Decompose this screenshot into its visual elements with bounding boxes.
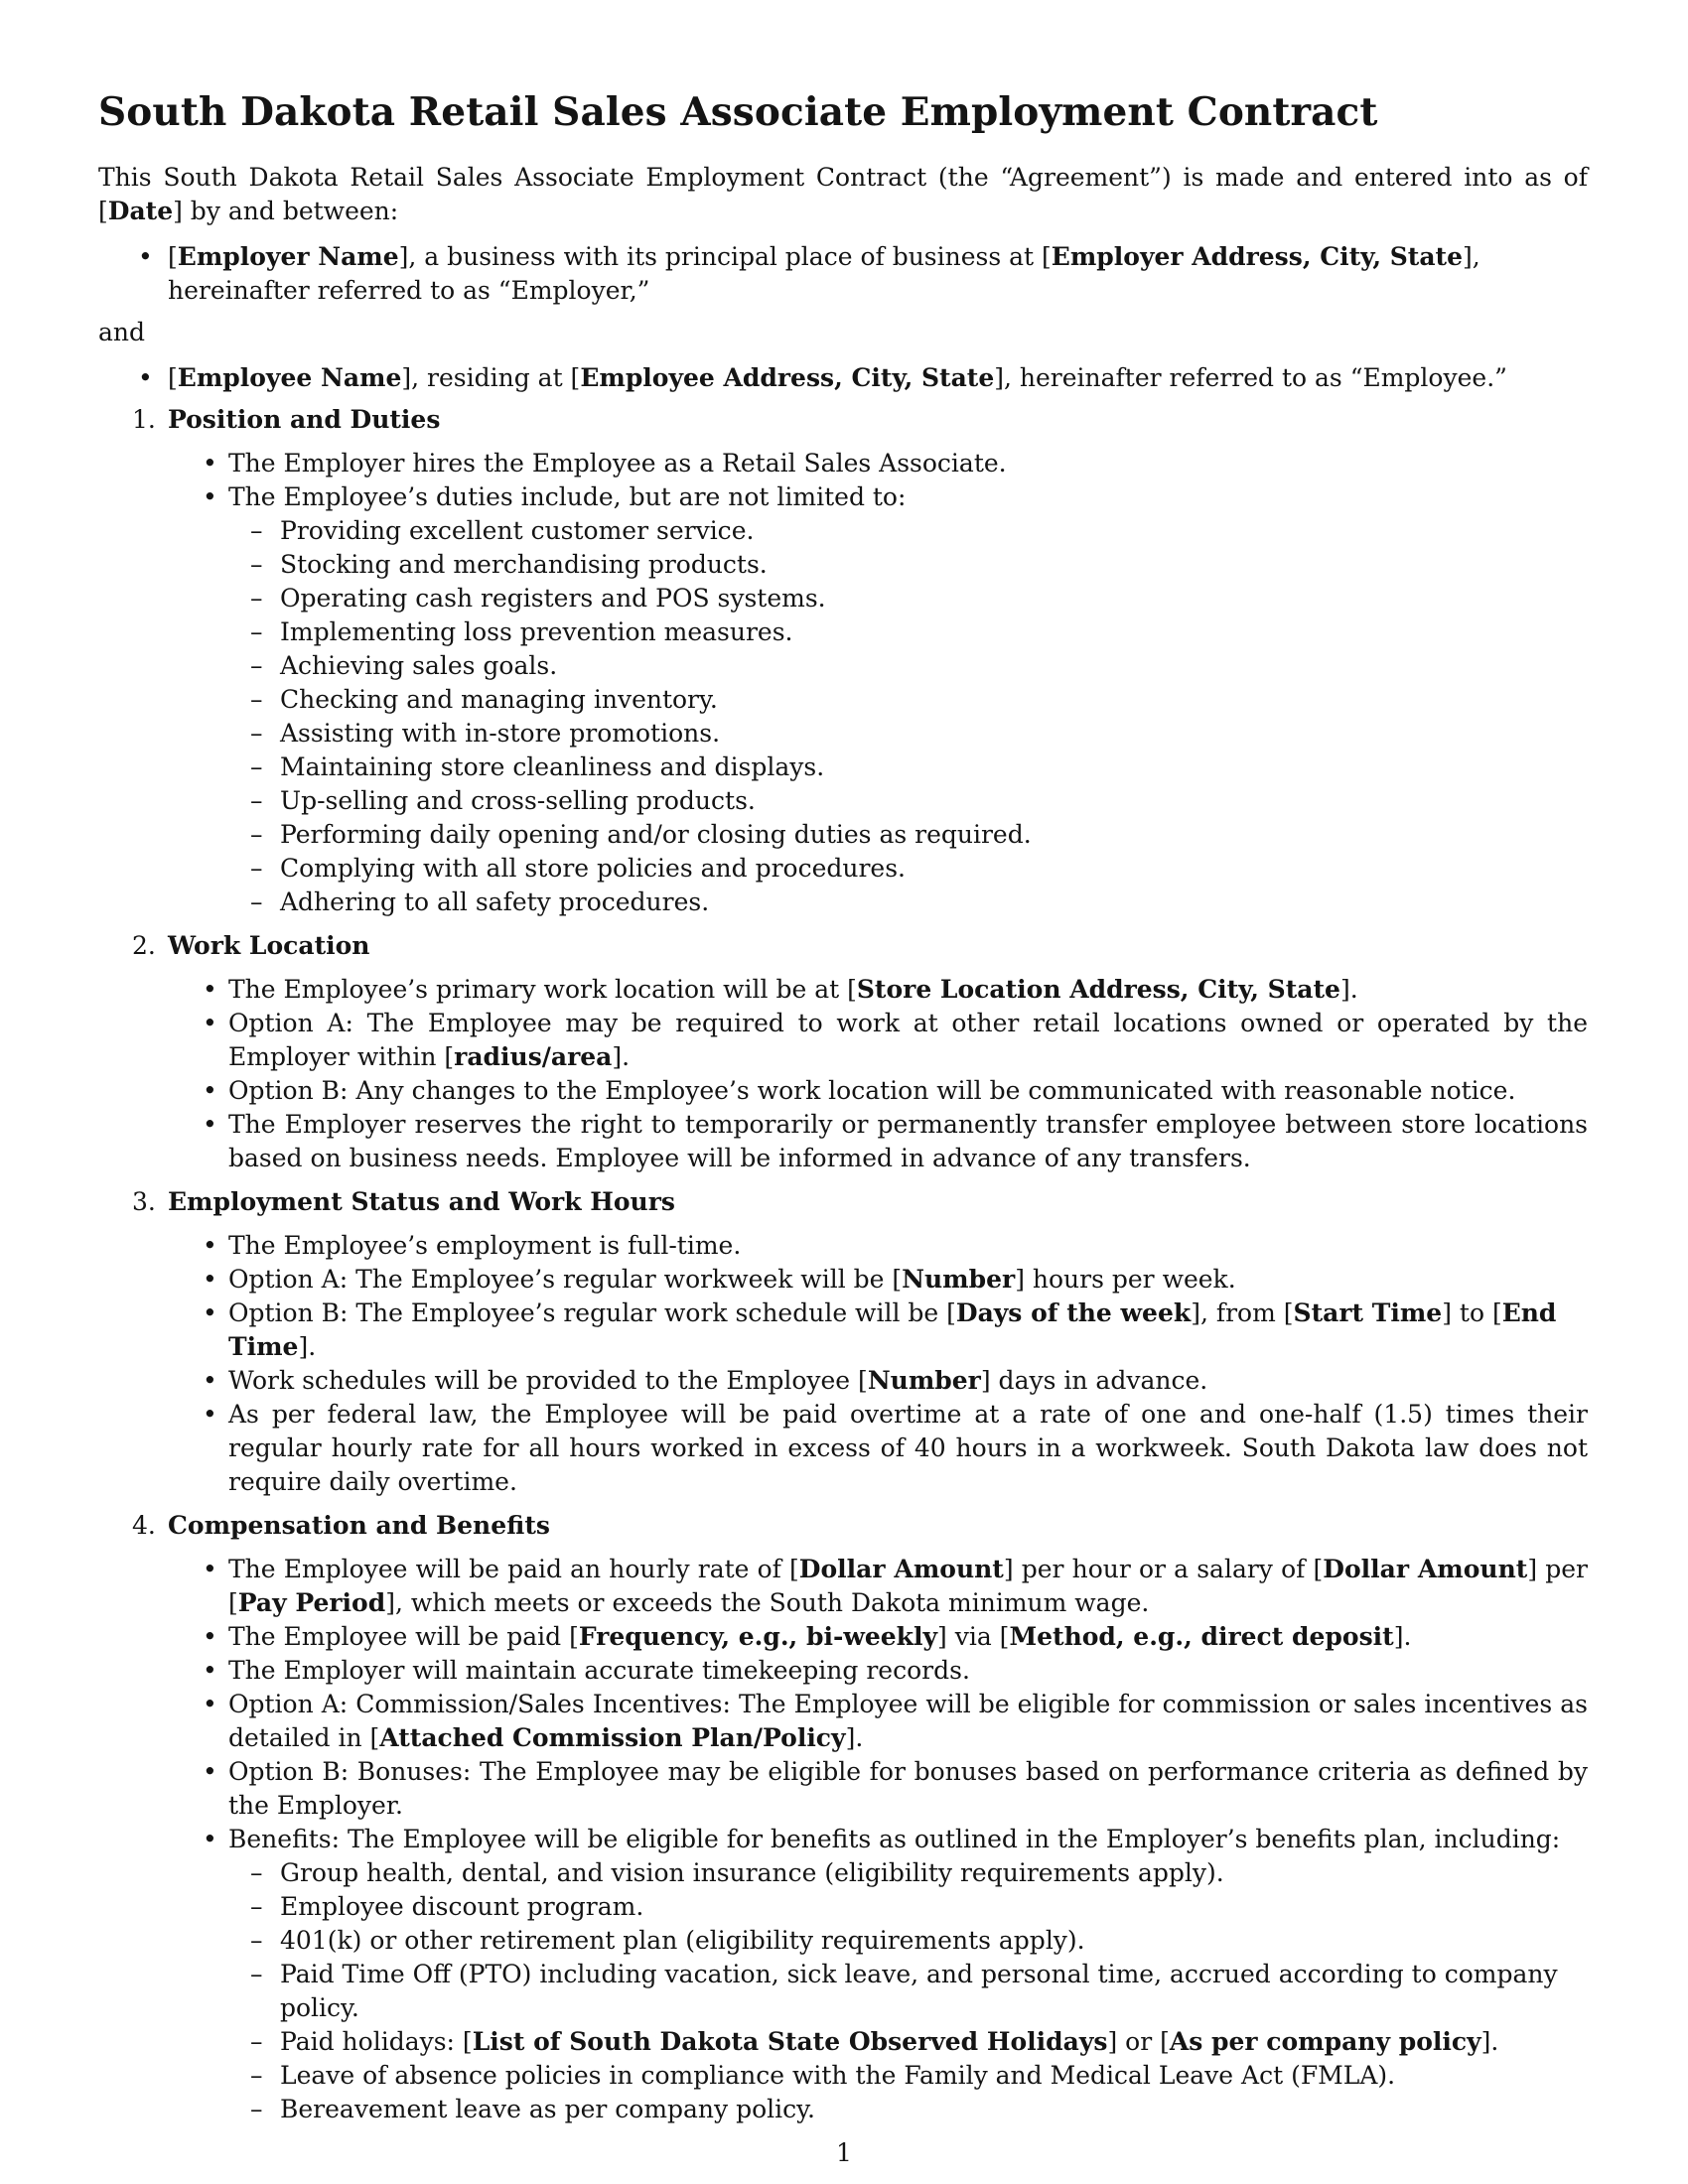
employee-name-placeholder: Employee Name: [177, 363, 402, 392]
section-bullets: [168, 1553, 1588, 2126]
employer-party: • [Employer Name], a business with its principal place of business at [Employer Address, City, State], hereinafter referred to as “Employer,”: [168, 240, 1588, 308]
employer-party-list: [98, 240, 1588, 308]
bullet-item: • The Employee will be paid an hourly rate of [Dollar Amount] per hour or a salary of [Dollar Amount] per [Pay Period], which meets or exceeds the South Dakota minimum wage.: [228, 1553, 1588, 1620]
bullet-item: • Work schedules will be provided to the Employee [Number] days in advance.: [228, 1364, 1588, 1398]
document-title: South Dakota Retail Sales Associate Employment Contract: [98, 89, 1378, 135]
bullet-item: • Benefits: The Employee will be eligible for benefits as outlined in the Employer’s benefits plan, including: – Group health, dental, and vision insurance (eligibility requirements apply). – Employee discount program. – 401(k) or other retirement plan (eligibility requirements apply). – Paid Time Off (PTO) including vacation, sick leave, and personal time, accrued according to company policy. – Paid holidays: [List of South Dakota State Observed Holidays] or [As per company policy]. – Leave of absence policies in compliance with the Family and Medical Leave Act (FMLA). – Bereavement leave as per company policy.: [228, 1823, 1588, 2126]
bullet-item: • Option B: The Employee’s regular work schedule will be [Days of the week], from [Start Time] to [End Time].: [228, 1297, 1588, 1364]
section-work-location: [98, 929, 1588, 1175]
section-number: 3.: [132, 1187, 156, 1216]
duty-item: – Checking and managing inventory.: [280, 683, 1588, 717]
duty-item: – Up-selling and cross-selling products.: [280, 784, 1588, 818]
document-body: [98, 85, 1588, 2136]
radius-placeholder: radius/area: [454, 1042, 613, 1071]
benefit-item: – Paid Time Off (PTO) including vacation, sick leave, and personal time, accrued according to company policy.: [280, 1958, 1588, 2025]
and-connector: and: [98, 318, 146, 346]
advance-days-placeholder: Number: [867, 1366, 981, 1395]
employer-name-placeholder: Employer Name: [177, 242, 399, 271]
pay-period-placeholder: Pay Period: [237, 1588, 386, 1617]
benefit-item: – 401(k) or other retirement plan (eligibility requirements apply).: [280, 1924, 1588, 1958]
duty-item: – Stocking and merchandising products.: [280, 548, 1588, 582]
bullet-item: • The Employer will maintain accurate timekeeping records.: [228, 1654, 1588, 1688]
employee-party: • [Employee Name], residing at [Employee Address, City, State], hereinafter referred to as “Employee.”: [168, 361, 1588, 395]
contract-sections: [98, 403, 1588, 2126]
pay-method-placeholder: Method, e.g., direct deposit: [1009, 1622, 1394, 1651]
benefit-item: – Bereavement leave as per company policy.: [280, 2093, 1588, 2126]
section-status-hours: [98, 1185, 1588, 1499]
duty-item: – Complying with all store policies and procedures.: [280, 852, 1588, 886]
hours-number-placeholder: Number: [902, 1265, 1016, 1294]
duty-item: – Achieving sales goals.: [280, 649, 1588, 683]
section-title: Position and Duties: [168, 405, 441, 434]
bullet-item: • The Employee’s primary work location will be at [Store Location Address, City, State].: [228, 973, 1588, 1007]
start-time-placeholder: Start Time: [1293, 1298, 1443, 1327]
benefit-item: – Paid holidays: [List of South Dakota State Observed Holidays] or [As per company policy].: [280, 2025, 1588, 2059]
section-position-duties: [98, 403, 1588, 919]
section-compensation-benefits: [98, 1509, 1588, 2126]
section-number: 2.: [132, 931, 156, 960]
bullet-item: • Option B: Any changes to the Employee’s work location will be communicated with reasonable notice.: [228, 1074, 1588, 1108]
salary-amount-placeholder: Dollar Amount: [1323, 1555, 1528, 1583]
section-bullets: [168, 973, 1588, 1175]
bullet-item: • The Employer hires the Employee as a Retail Sales Associate.: [228, 447, 1588, 480]
bullet-item: • The Employee’s duties include, but are not limited to: – Providing excellent customer service. – Stocking and merchandising products. – Operating cash registers and POS systems. – Implementing loss prevention measures. – Achieving sales goals. – Checking and managing inventory. – Assisting with in-store promotions. – Maintaining store cleanliness and displays. – Up-selling and cross-selling products. – Performing daily opening and/or closing duties as required. – Complying with all store policies and procedures. – Adhering to all safety procedures.: [228, 480, 1588, 919]
duty-item: – Providing excellent customer service.: [280, 514, 1588, 548]
section-title: Employment Status and Work Hours: [168, 1187, 675, 1216]
bullet-item: • As per federal law, the Employee will be paid overtime at a rate of one and one-half (1.5) times their regular hourly rate for all hours worked in excess of 40 hours in a workweek. South Dakota law does not require daily overtime.: [228, 1398, 1588, 1499]
section-title: Compensation and Benefits: [168, 1511, 550, 1540]
pay-frequency-placeholder: Frequency, e.g., bi-weekly: [578, 1622, 937, 1651]
bullet-item: • Option B: Bonuses: The Employee may be eligible for bonuses based on performance criteria as defined by the Employer.: [228, 1755, 1588, 1823]
duty-item: – Adhering to all safety procedures.: [280, 886, 1588, 919]
bullet-item: • The Employee will be paid [Frequency, e.g., bi-weekly] via [Method, e.g., direct deposit].: [228, 1620, 1588, 1654]
benefit-item: – Employee discount program.: [280, 1890, 1588, 1924]
benefit-item: – Group health, dental, and vision insurance (eligibility requirements apply).: [280, 1856, 1588, 1890]
employee-party-list: [98, 361, 1588, 395]
commission-plan-placeholder: Attached Commission Plan/Policy: [379, 1723, 846, 1752]
section-title: Work Location: [168, 931, 370, 960]
days-placeholder: Days of the week: [955, 1298, 1192, 1327]
section-number: 1.: [132, 405, 156, 434]
hourly-amount-placeholder: Dollar Amount: [798, 1555, 1004, 1583]
section-bullets: [168, 447, 1588, 919]
duty-item: – Maintaining store cleanliness and displays.: [280, 751, 1588, 784]
duties-list: [228, 514, 1588, 919]
bullet-item: • Option A: The Employee may be required to work at other retail locations owned or operated by the Employer within [radius/area].: [228, 1007, 1588, 1074]
duty-item: – Implementing loss prevention measures.: [280, 615, 1588, 649]
intro-paragraph: This South Dakota Retail Sales Associate Employment Contract (the “Agreement”) is made and entered into as of [Date] by and between:: [98, 163, 1588, 225]
bullet-item: • Option A: The Employee’s regular workweek will be [Number] hours per week.: [228, 1263, 1588, 1297]
store-location-placeholder: Store Location Address, City, State: [856, 975, 1340, 1004]
employee-address-placeholder: Employee Address, City, State: [580, 363, 995, 392]
employer-address-placeholder: Employer Address, City, State: [1051, 242, 1463, 271]
bullet-item: • The Employer reserves the right to temporarily or permanently transfer employee between store locations based on business needs. Employee will be informed in advance of any transfers.: [228, 1108, 1588, 1175]
bullet-item: • Option A: Commission/Sales Incentives: The Employee will be eligible for commission or sales incentives as detailed in [Attached Commission Plan/Policy].: [228, 1688, 1588, 1755]
page-number: 1: [836, 2138, 852, 2167]
date-placeholder: Date: [107, 197, 174, 225]
bullet-item: • The Employee’s employment is full-time.: [228, 1229, 1588, 1263]
holidays-list-placeholder: List of South Dakota State Observed Holidays: [472, 2027, 1108, 2056]
duty-item: – Operating cash registers and POS systems.: [280, 582, 1588, 615]
end-time-placeholder: End Time: [228, 1298, 1557, 1361]
section-bullets: [168, 1229, 1588, 1499]
holidays-policy-placeholder: As per company policy: [1169, 2027, 1481, 2056]
benefit-item: – Leave of absence policies in compliance with the Family and Medical Leave Act (FMLA).: [280, 2059, 1588, 2093]
section-number: 4.: [132, 1511, 156, 1540]
benefits-list: [228, 1856, 1588, 2126]
duty-item: – Performing daily opening and/or closing duties as required.: [280, 818, 1588, 852]
duty-item: – Assisting with in-store promotions.: [280, 717, 1588, 751]
